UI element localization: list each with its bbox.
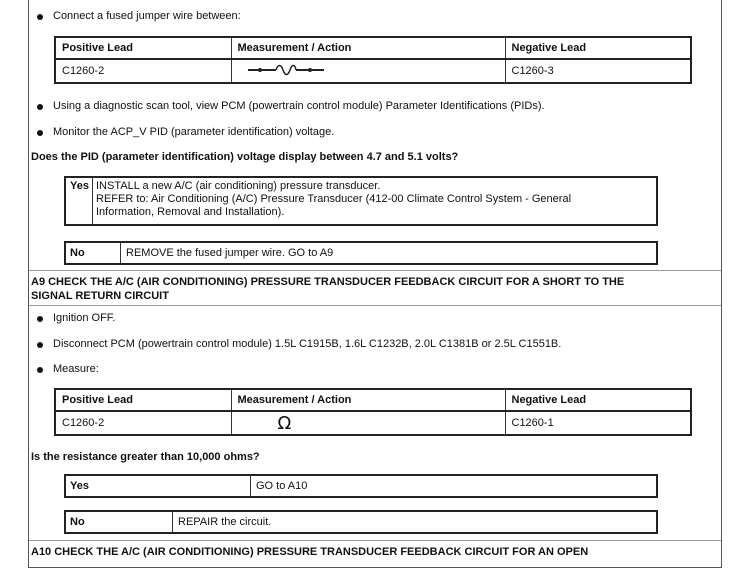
bullet-icon — [37, 104, 43, 110]
step-text: Monitor the ACP_V PID (parameter identification) voltage. — [53, 126, 335, 138]
no-answer-text: REMOVE the fused jumper wire. GO to A9 — [126, 247, 334, 259]
no-label: No — [70, 247, 85, 259]
no-answer-box-2 — [64, 510, 658, 534]
header-positive-lead: Positive Lead — [55, 389, 231, 411]
header-measurement-action: Measurement / Action — [231, 37, 505, 59]
yes-answer-text: GO to A10 — [256, 480, 308, 492]
step-text: Measure: — [53, 363, 99, 375]
step-text: Using a diagnostic scan tool, view PCM (powertrain control module) Parameter Identifications (PIDs). — [53, 100, 545, 112]
title-line: SIGNAL RETURN CIRCUIT — [31, 290, 169, 302]
divider — [120, 243, 121, 263]
table-row — [55, 411, 691, 435]
question-resistance: Is the resistance greater than 10,000 ohms? — [31, 451, 260, 463]
cell-negative-lead: C1260-3 — [505, 59, 691, 83]
no-label: No — [70, 516, 85, 528]
cell-measurement-action — [231, 59, 505, 83]
table-header-row — [55, 389, 691, 411]
yes-answer-box-2 — [64, 474, 658, 498]
measurement-table-1 — [54, 36, 692, 84]
question-pid-voltage: Does the PID (parameter identification) voltage display between 4.7 and 5.1 volts? — [31, 151, 459, 163]
table-header-row — [55, 37, 691, 59]
cell-measurement-action — [231, 411, 505, 435]
no-answer-text: REPAIR the circuit. — [178, 516, 272, 528]
bullet-icon — [37, 367, 43, 373]
bullet-icon — [37, 316, 43, 322]
answer-line: Information, Removal and Installation). — [96, 206, 285, 218]
cell-positive-lead: C1260-2 — [55, 411, 231, 435]
step-text: Connect a fused jumper wire between: — [53, 10, 241, 22]
divider — [250, 476, 251, 496]
measurement-table-2 — [54, 388, 692, 436]
step-text: Ignition OFF. — [53, 312, 116, 324]
table-row — [55, 59, 691, 83]
cell-positive-lead: C1260-2 — [55, 59, 231, 83]
header-positive-lead: Positive Lead — [55, 37, 231, 59]
answer-line: REFER to: Air Conditioning (A/C) Pressure Transducer (412-00 Climate Control System - General — [96, 193, 572, 205]
yes-label: Yes — [70, 180, 89, 192]
bullet-icon — [37, 130, 43, 136]
step-text: Disconnect PCM (powertrain control module) 1.5L C1915B, 1.6L C1232B, 2.0L C1381B or 2.5L C1551B. — [53, 338, 562, 350]
divider — [172, 512, 173, 532]
cell-negative-lead: C1260-1 — [505, 411, 691, 435]
section-divider — [29, 305, 721, 306]
section-divider — [29, 540, 721, 541]
yes-answer-box-1 — [64, 176, 658, 226]
bullet-icon — [37, 342, 43, 348]
ohm-symbol-icon: Ω — [277, 412, 292, 434]
fused-jumper-wire-icon — [246, 63, 326, 77]
bullet-icon — [37, 14, 43, 20]
answer-line: INSTALL a new A/C (air conditioning) pressure transducer. — [96, 180, 381, 192]
divider — [92, 178, 93, 224]
section-title-a9 — [31, 275, 624, 303]
yes-label: Yes — [70, 480, 89, 492]
section-divider — [29, 270, 721, 271]
header-negative-lead: Negative Lead — [505, 389, 691, 411]
procedure-page — [28, 0, 722, 568]
yes-answer-text — [96, 180, 571, 219]
no-answer-box-1 — [64, 241, 658, 265]
title-line: A9 CHECK THE A/C (AIR CONDITIONING) PRESSURE TRANSDUCER FEEDBACK CIRCUIT FOR A SHORT TO THE — [31, 276, 625, 288]
section-title-a10: A10 CHECK THE A/C (AIR CONDITIONING) PRESSURE TRANSDUCER FEEDBACK CIRCUIT FOR AN OPEN — [31, 546, 589, 558]
header-measurement-action: Measurement / Action — [231, 389, 505, 411]
header-negative-lead: Negative Lead — [505, 37, 691, 59]
